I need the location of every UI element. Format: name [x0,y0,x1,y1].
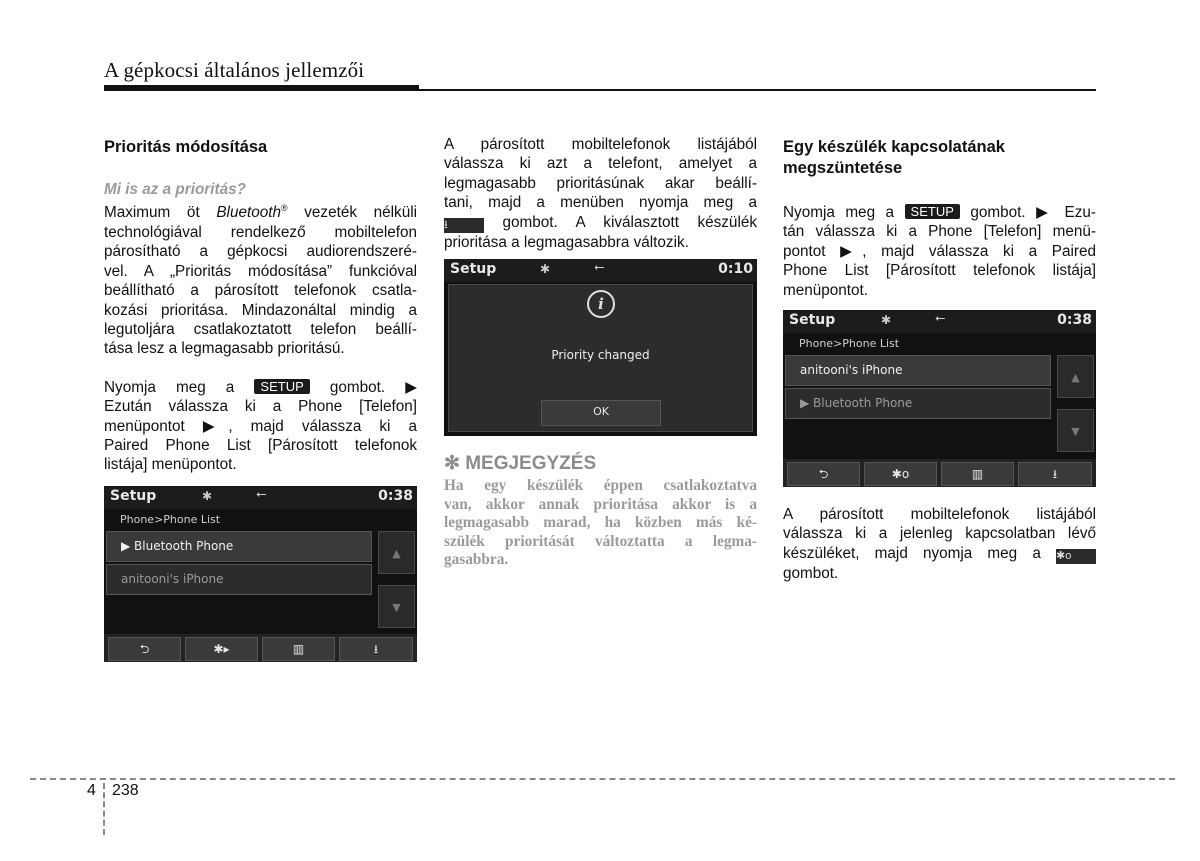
disconnect-key-icon: ✱o [1056,549,1096,564]
body-line: Ezután válassza ki a Phone [Telefon] [104,398,417,416]
footer-divider [103,783,105,835]
note-title: ✻ MEGJEGYZÉS [444,453,597,474]
header-rule-thick [104,85,419,91]
chapter-number: 4 [87,782,96,799]
scroll-up-button[interactable]: ▲ [378,531,415,574]
paragraph-setup-steps [104,378,417,475]
body-line: ⭳ gombot. A kiválasztott készülék [444,213,757,231]
setup-key-icon: SETUP [905,204,960,219]
back-button[interactable]: ⮌ [108,637,181,661]
screen-time: 0:38 [378,488,413,504]
paragraph-priority-intro [104,199,417,358]
body-line: prioritása a legmagasabbra változik. [444,233,689,251]
body-line: Nyomja meg a SETUP gombot. ▶ Ezu- [783,204,1096,221]
footer-rule [30,778,1175,780]
info-icon: i [587,290,615,318]
list-item[interactable]: anitooni's iPhone [785,355,1051,386]
delete-button[interactable]: ▥ [262,637,335,661]
body-line: legutoljára csatlakoztatott telefon beállí- [104,320,417,338]
screen-toolbar [104,634,417,662]
section-title: A gépkocsi általános jellemzői [104,58,365,82]
scroll-down-button[interactable]: ▼ [1057,409,1094,452]
screen-title: Setup [110,488,157,504]
list-item[interactable]: ▶ Bluetooth Phone [106,531,372,562]
note-block [444,454,757,569]
breadcrumb: Phone>Phone List [799,337,900,350]
body-line: gombot. [783,564,839,582]
column-middle [444,135,757,252]
screen-priority-changed [444,259,757,436]
body-line: pontot ▶, majd válassza ki a Paired [783,242,1096,260]
scroll-down-button[interactable]: ▼ [378,585,415,628]
bluetooth-disconnect-button[interactable]: ✱o [864,462,937,486]
body-line: menüpontot ▶, majd válassza ki a [104,417,417,435]
paragraph-select-priority [444,135,757,252]
ok-button[interactable]: OK [541,400,661,426]
paragraph-disconnect-steps [783,203,1096,300]
body-line: szülék prioritását változtatta a legma- [444,532,757,550]
body-line: válassza ki azt a telefont, amelyet a [444,155,757,173]
column-left [104,137,417,475]
screen-phone-list-1 [104,486,417,662]
priority-key-icon: ⭳ [444,218,484,233]
page-number: 238 [112,782,139,799]
list-item[interactable]: anitooni's iPhone [106,564,372,595]
body-line: tása lesz a legmagasabb prioritású. [104,340,345,358]
body-line: listája] menüpontot. [104,456,237,474]
header-rule-thin [419,89,1096,91]
note-body [444,477,757,569]
body-line: legmagasabb marad, ha közben más ké- [444,514,757,532]
body-line: készüléket, majd nyomja meg a ✱o [783,544,1096,564]
priority-button[interactable]: ⭳ [339,637,413,661]
usb-icon: ⭠ [256,487,267,502]
body-line: Paired Phone List [Párosított telefonok [104,436,417,454]
bluetooth-connect-button[interactable]: ✱▸ [185,637,258,661]
screen-toolbar [783,459,1096,487]
body-line: A párosított mobiltelefonok listájából [444,136,757,153]
dialog-box [448,284,753,432]
usb-icon: ⭠ [594,260,605,275]
paragraph-body [783,505,1096,583]
setup-key-icon: SETUP [254,379,309,394]
body-line: párosítható a gépkocsi audiorendszeré- [104,243,417,261]
body-line: A párosított mobiltelefonok listájából [783,506,1096,523]
heading-disconnect: Egy készülék kapcsolatának megszüntetése [783,138,1005,177]
back-button[interactable]: ⮌ [787,462,860,486]
body-line: válassza ki a jelenleg kapcsolatban lévő [783,525,1096,543]
body-line: technológiával rendelkező mobiltelefon [104,223,417,241]
usb-icon: ⭠ [935,311,946,326]
list-item[interactable]: ▶ Bluetooth Phone [785,388,1051,419]
body-line: Ha egy készülék éppen csatlakoztatva [444,477,757,495]
subheading-what-is-priority: Mi is az a prioritás? [104,181,246,198]
column-right [783,137,1096,300]
dialog-message: Priority changed [551,348,650,362]
screen-title: Setup [450,261,497,277]
scroll-up-button[interactable]: ▲ [1057,355,1094,398]
screen-title: Setup [789,312,836,328]
body-line: legmagasabb prioritásúnak akar beállí- [444,174,757,192]
body-line: tán válassza ki a Phone [Telefon] menü- [783,223,1096,241]
heading-priority-change: Prioritás módosítása [104,138,268,156]
body-line: vel. A „Prioritás módosítása” funkcióval [104,262,417,280]
bluetooth-icon: ✱ [540,262,551,276]
body-line: Phone List [Párosított telefonok listája] [783,262,1096,280]
body-line: Nyomja meg a SETUP gombot. ▶ [104,378,417,396]
screen-phone-list-2 [783,310,1096,487]
bluetooth-icon: ✱ [202,489,213,503]
body-line: gasabbra. [444,551,509,569]
body-line: menüpontot. [783,281,869,299]
body-line: van, akkor annak prioritása akkor is a [444,495,757,513]
paragraph-disconnect-select [783,505,1096,583]
delete-button[interactable]: ▥ [941,462,1014,486]
body-line: Maximum öt Bluetooth® vezeték nélküli [104,203,417,222]
body-line: beállítható a párosított telefonok csatla- [104,282,417,300]
body-line: kozási prioritása. Mindazonáltal mindig a [104,301,417,319]
breadcrumb: Phone>Phone List [120,513,221,526]
body-line: tani, majd a menüben nyomja meg a [444,194,757,212]
screen-time: 0:38 [1057,312,1092,328]
bluetooth-icon: ✱ [881,313,892,327]
priority-button[interactable]: ⭳ [1018,462,1092,486]
screen-time: 0:10 [718,261,753,277]
